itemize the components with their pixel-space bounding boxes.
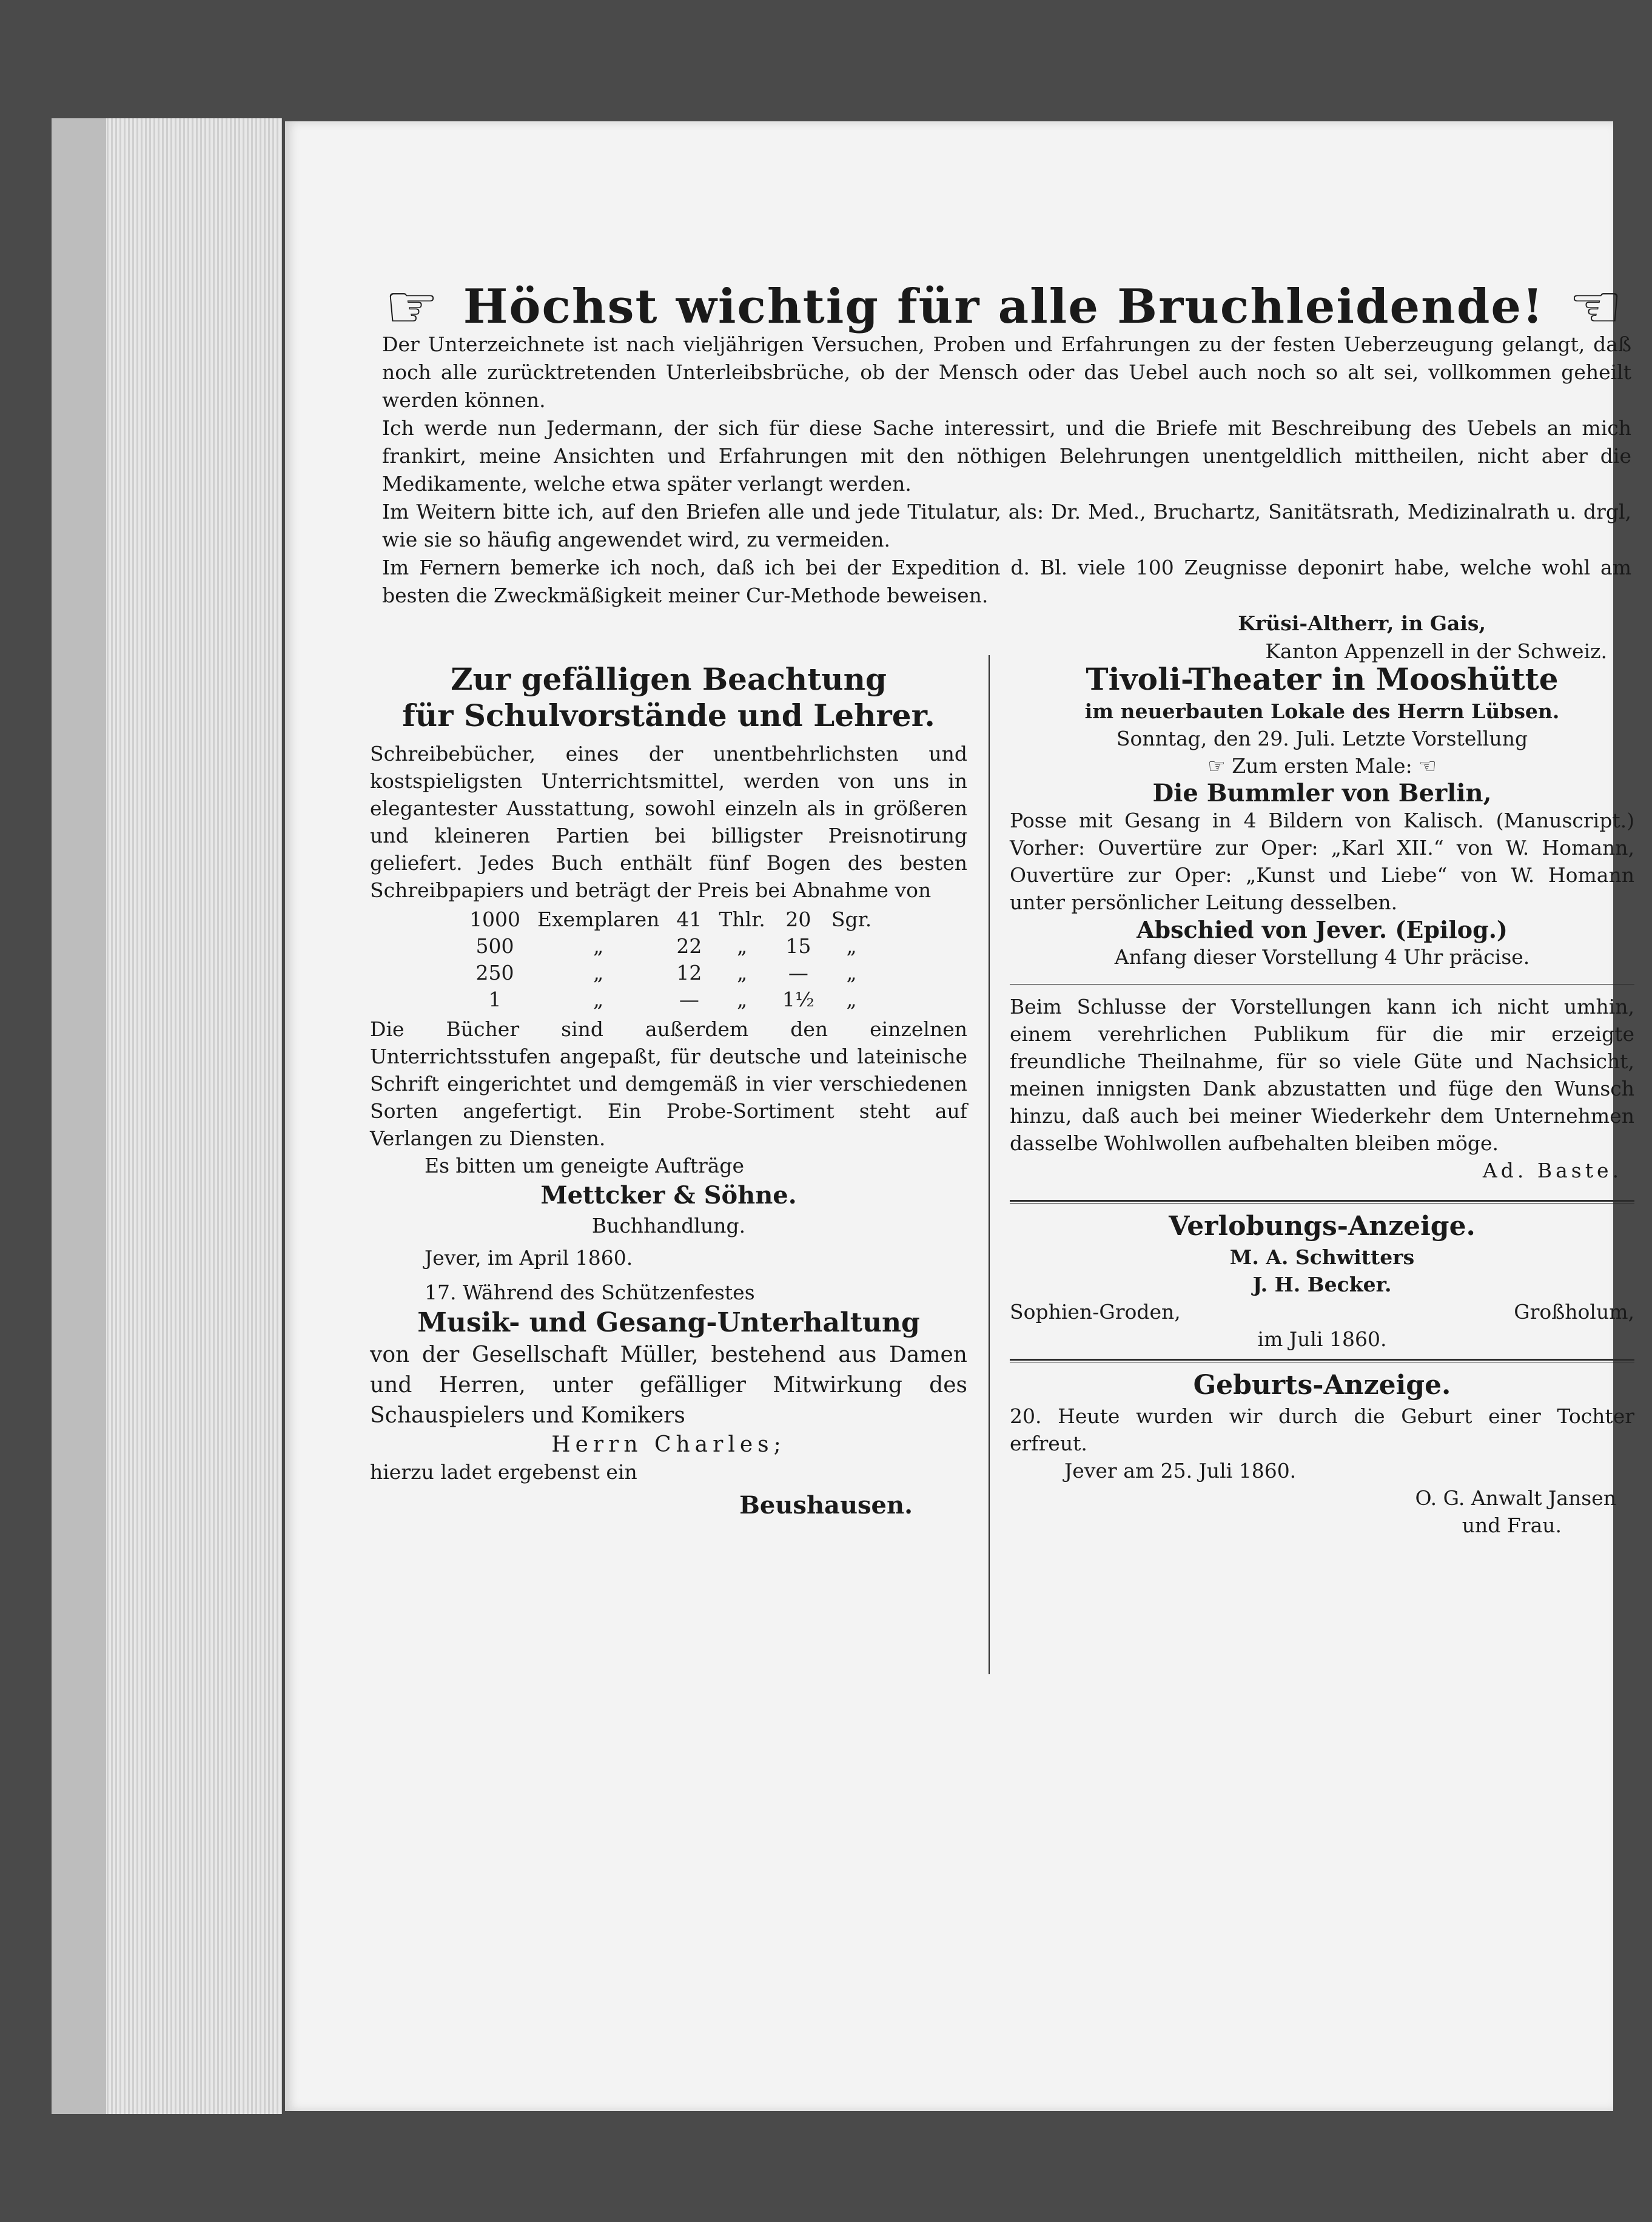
price-cell: Exemplaren (537, 907, 660, 931)
price-cell: 41 (676, 907, 702, 931)
engagement-places (1010, 1298, 1634, 1325)
engaged-person-1: M. A. Schwitters (1229, 1245, 1415, 1269)
place-date: Jever, im April 1860. (425, 1246, 633, 1270)
theater-date: Sonntag, den 29. Juli. Letzte Vorstellung (1116, 727, 1528, 750)
price-cell: 1000 (469, 907, 520, 931)
left-column (370, 661, 967, 1519)
price-cell: „ (737, 961, 748, 985)
first-time-label: Zum ersten Male: (1232, 754, 1412, 778)
divider (1010, 1200, 1634, 1204)
price-cell: „ (737, 934, 748, 958)
price-cell: — (679, 988, 699, 1011)
price-cell: — (788, 961, 808, 985)
price-cell: „ (593, 961, 604, 985)
engagement-date: im Juli 1860. (1257, 1327, 1387, 1351)
price-cell: „ (737, 988, 748, 1011)
price-row (461, 906, 880, 933)
event-invite: hierzu ladet ergebenst ein (370, 1460, 637, 1484)
price-cell: 22 (676, 934, 702, 958)
event-intro: 17. Während des Schützenfestes (425, 1281, 755, 1304)
event-person: Herrn Charles; (551, 1432, 786, 1457)
closing-remarks: Beim Schlusse der Vorstellungen kann ich nicht umhin, einem verehrlichen Publikum für die mir erzeigte freundliche Theilnahme, für so viele Güte und Nachsicht, meinen innigsten Dank abzustatten und füge den Wunsch hinzu, daß auch bei meiner Wiederkehr dem Unternehmen dasselbe Wohlwollen aufbehalten bleiben möge. (1010, 995, 1634, 1155)
headline: Höchst wichtig für alle Bruchleidende! (463, 278, 1545, 334)
play-title: Die Bummler von Berlin, (1152, 779, 1492, 807)
birth-body: 20. Heute wurden wir durch die Geburt einer Tochter erfreut. (1010, 1404, 1634, 1455)
schoolbook-ad-body: Schreibebücher, eines der unentbehrlichsten und kostspieligsten Unterrichtsmittel, werden von uns in elegantester Ausstattung, sowohl einzeln als in größeren und kleineren Partien bei billigster Preisnotirung geliefert. Jedes Buch enthält fünf Bogen des besten Schreibpapiers und beträgt der Preis bei Abnahme von (370, 742, 967, 902)
bleed-through-text (879, 158, 909, 257)
birth-title: Geburts-Anzeige. (1193, 1370, 1451, 1401)
play-description: Posse mit Gesang in 4 Bildern von Kalisch. (Manuscript.) Vorher: Ouvertüre zur Oper: „Karl XII.“ von W. Homann, Ouvertüre zur Oper: „Kunst und Liebe“ von W. Homann unter persönlicher Leitung desselben. (1010, 809, 1634, 914)
newspaper-page (285, 121, 1634, 2111)
notice-paragraph: Im Fernern bemerke ich noch, daß ich bei der Expedition d. Bl. viele 100 Zeugnisse deponirt habe, welche wohl am besten die Zweckmäßigkeit meiner Cur-Methode beweisen. (382, 556, 1631, 607)
engaged-person-2: J. H. Becker. (1252, 1273, 1392, 1296)
schoolbook-ad-subtitle: für Schulvorstände und Lehrer. (402, 698, 935, 733)
price-cell: „ (593, 934, 604, 958)
notice-paragraph: Im Weitern bitte ich, auf den Briefen alle und jede Titulatur, als: Dr. Med., Bruchartz, Sanitätsrath, Medizinalrath u. drgl, wie sie so häufig angewendet wird, zu vermeiden. (382, 500, 1631, 551)
notice-signature: Krüsi-Altherr, in Gais, (1238, 611, 1486, 635)
birth-date: Jever am 25. Juli 1860. (1064, 1459, 1297, 1483)
event-signer: Beushausen. (739, 1491, 913, 1520)
price-cell: Thlr. (719, 907, 765, 931)
pointing-hand-left-icon: ☜ (1568, 271, 1623, 342)
column-divider (989, 655, 990, 1674)
place-left: Sophien-Groden, (1010, 1300, 1181, 1324)
right-column (1010, 661, 1634, 1539)
engagement-title: Verlobungs-Anzeige. (1169, 1211, 1476, 1242)
event-title: Musik- und Gesang-Unterhaltung (417, 1307, 920, 1338)
start-time: Anfang dieser Vorstellung 4 Uhr präcise. (1114, 945, 1530, 969)
schoolbook-ad-title: Zur gefälligen Beachtung (451, 661, 887, 697)
pointing-hand-right-icon: ☞ (1207, 754, 1232, 778)
first-time-row (1010, 752, 1634, 779)
price-cell: 1 (488, 988, 502, 1011)
birth-signature: O. G. Anwalt Jansen (1415, 1486, 1616, 1510)
firm-subtitle: Buchhandlung. (591, 1214, 746, 1237)
place-right: Großholum, (1514, 1300, 1634, 1324)
divider (1010, 984, 1634, 985)
price-cell: „ (846, 934, 857, 958)
divider (1010, 1359, 1634, 1362)
price-row (461, 960, 880, 986)
price-cell: 1½ (782, 988, 814, 1011)
price-table (461, 906, 880, 1013)
schoolbook-ad-body-2: Die Bücher sind außerdem den einzelnen Unterrichtsstufen angepaßt, für deutsche und lateinische Schrift eingerichtet und demgemäß in vier verschiedenen Sorten angefertigt. Ein Probe-Sortiment steht auf Verlangen zu Diensten. (370, 1017, 967, 1150)
price-cell: „ (846, 988, 857, 1011)
notice-signature-location: Kanton Appenzell in der Schweiz. (1265, 639, 1607, 663)
price-cell: „ (846, 961, 857, 985)
pointing-hand-left-icon: ☜ (1419, 754, 1437, 778)
price-cell: 12 (676, 961, 702, 985)
price-cell: 500 (475, 934, 514, 958)
pointing-hand-right-icon: ☞ (384, 271, 439, 342)
price-row (461, 933, 880, 960)
farewell-title: Abschied von Jever. (Epilog.) (1137, 916, 1508, 943)
rupture-notice (382, 331, 1631, 665)
price-cell: „ (593, 988, 604, 1011)
request-line: Es bitten um geneigte Aufträge (425, 1154, 745, 1177)
event-body: von der Gesellschaft Müller, bestehend aus Damen und Herren, unter gefälliger Mitwirkung des Schauspielers und Komikers (370, 1342, 967, 1428)
price-cell: Sgr. (831, 907, 872, 931)
book-spine-edge (52, 118, 106, 2114)
price-cell: 250 (475, 961, 514, 985)
firm-name: Mettcker & Söhne. (540, 1181, 797, 1210)
price-cell: 15 (785, 934, 811, 958)
notice-paragraph: Ich werde nun Jedermann, der sich für diese Sache interessirt, und die Briefe mit Beschreibung des Uebels an mich frankirt, meine Ansichten und Erfahrungen mit den nöthigen Belehrungen unentgeldlich mittheilen, nicht aber die Medikamente, welche etwa später verlangt werden. (382, 416, 1631, 496)
theater-title: Tivoli-Theater in Mooshütte (1086, 661, 1559, 697)
notice-paragraph: Der Unterzeichnete ist nach vieljährigen Versuchen, Proben und Erfahrungen zu der festen Ueberzeugung gelangt, daß noch alle zurücktretenden Unterleibsbrüche, ob der Mensch oder das Uebel auch noch so alt sei, vollkommen geheilt werden können. (382, 332, 1631, 412)
closing-signature: Ad. Baste. (1482, 1159, 1622, 1182)
price-cell: 20 (785, 907, 811, 931)
theater-subtitle: im neuerbauten Lokale des Herrn Lübsen. (1084, 699, 1560, 723)
birth-signature-2: und Frau. (1462, 1513, 1562, 1537)
price-row (461, 986, 880, 1013)
